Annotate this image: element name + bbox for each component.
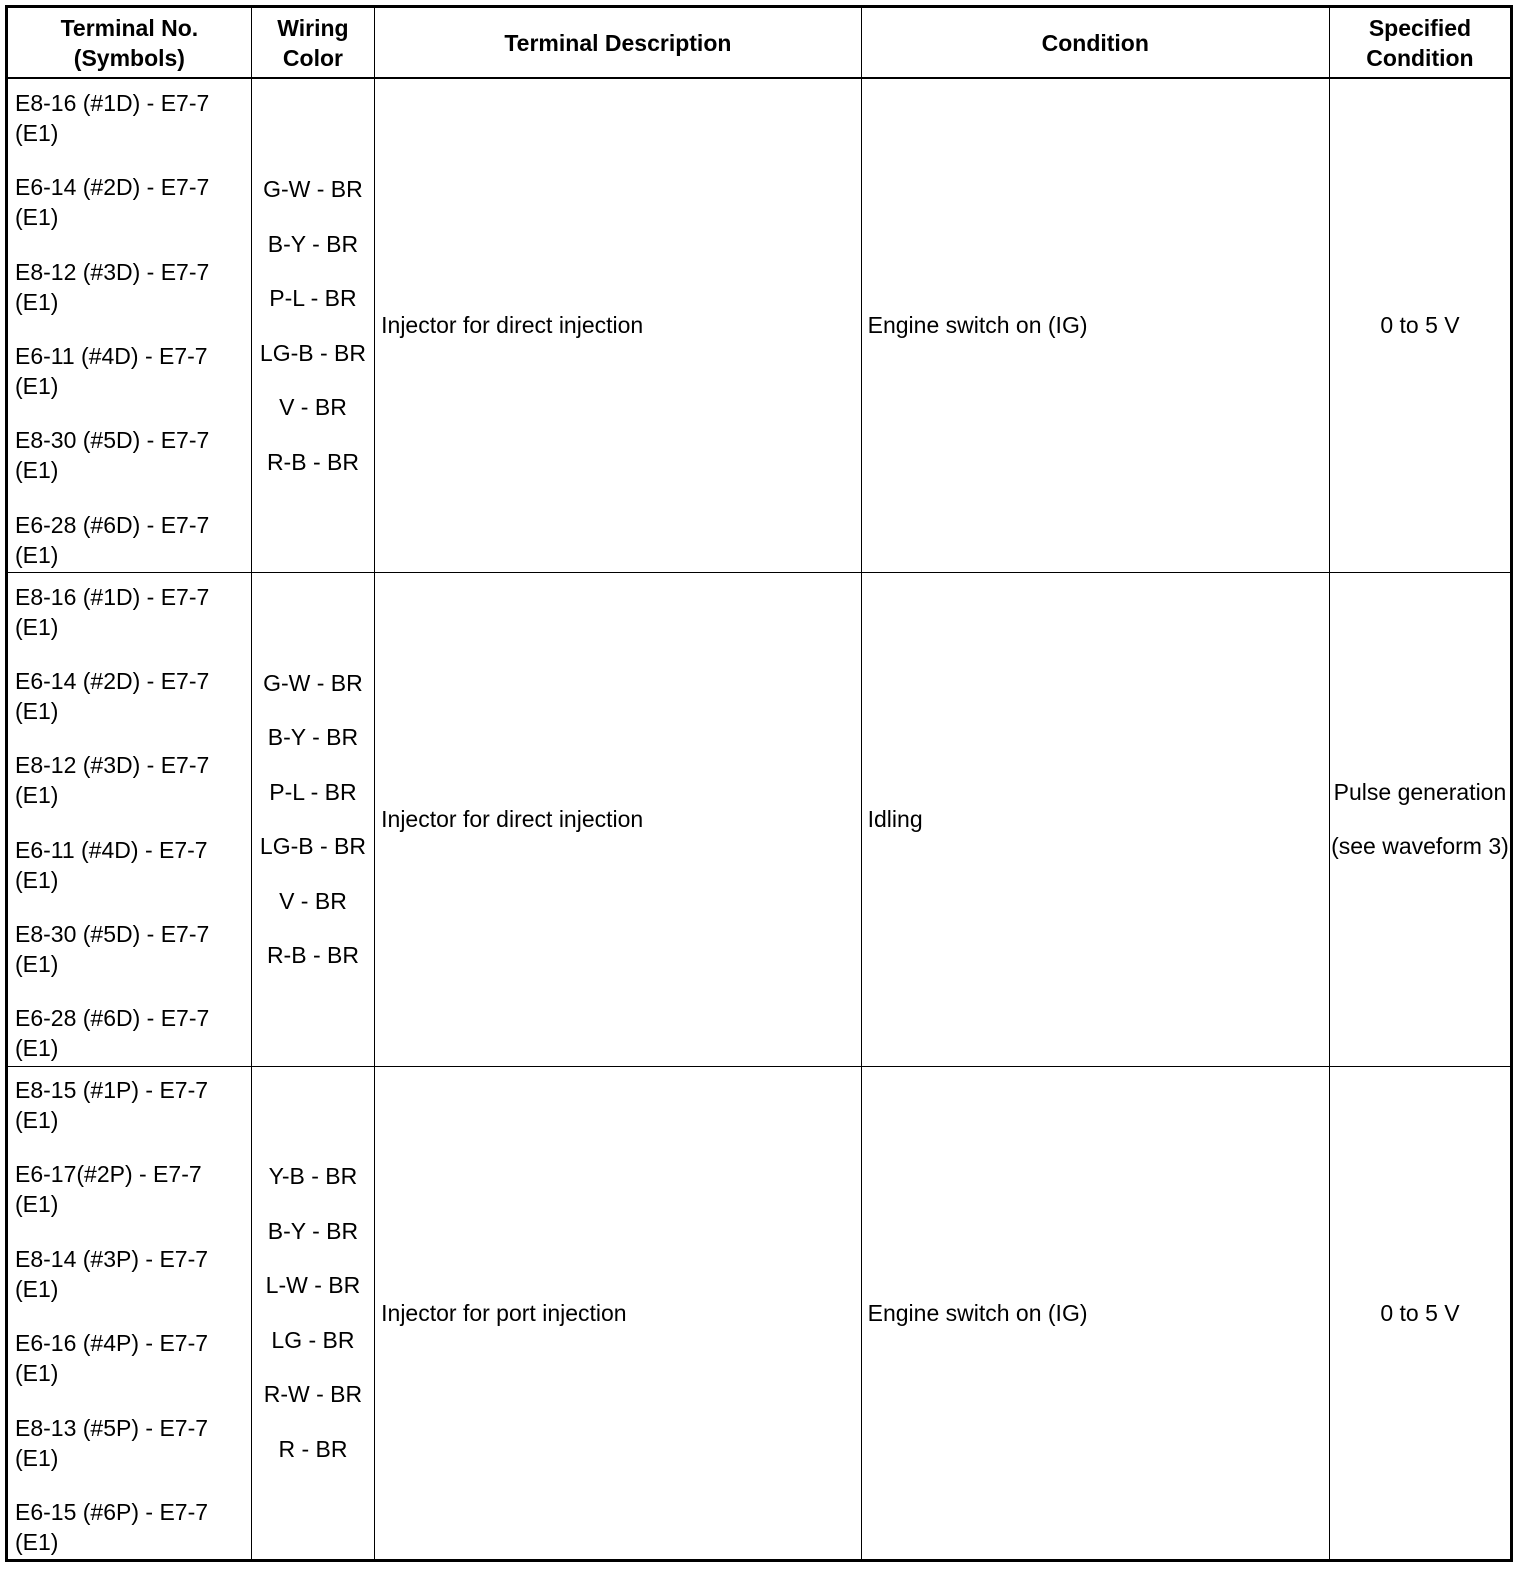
specified-condition-text: (see waveform 3) (1331, 833, 1509, 859)
condition-cell: Engine switch on (IG) (861, 78, 1329, 572)
header-condition: Condition (861, 7, 1329, 79)
header-wiring-color-line2: Color (282, 44, 343, 71)
terminal-description-cell: Injector for direct injection (375, 78, 861, 572)
specified-condition-text: 0 to 5 V (1380, 1299, 1460, 1326)
terminal-entry: E8-16 (#1D) - E7-7 (E1) (15, 89, 210, 146)
wiring-color-entry: R-W - BR (263, 1381, 363, 1408)
specified-condition-text: Pulse generation (1333, 779, 1507, 805)
terminal-entry: E6-11 (#4D) - E7-7 (E1) (15, 342, 208, 399)
terminal-entry: E6-15 (#6P) - E7-7 (E1) (15, 1498, 209, 1555)
specified-condition-cell (1329, 1066, 1511, 1560)
header-row (7, 7, 1512, 79)
terminal-no-cell (7, 572, 252, 1066)
terminal-entry: E8-13 (#5P) - E7-7 (E1) (15, 1414, 209, 1471)
wiring-color-entry: R - BR (278, 1435, 348, 1462)
wiring-color-entry: V - BR (279, 887, 347, 914)
terminal-entry: E8-16 (#1D) - E7-7 (E1) (15, 583, 210, 640)
terminal-entry: E6-14 (#2D) - E7-7 (E1) (15, 667, 210, 724)
header-terminal-no (7, 7, 252, 79)
terminal-entry: E8-12 (#3D) - E7-7 (E1) (15, 258, 210, 315)
specified-condition-cell (1329, 572, 1511, 1066)
terminal-entry: E6-14 (#2D) - E7-7 (E1) (15, 174, 210, 231)
terminal-entry: E6-28 (#6D) - E7-7 (E1) (15, 511, 210, 568)
wiring-color-entry: LG-B - BR (259, 833, 366, 860)
table-row (7, 1066, 1512, 1560)
wiring-color-cell (251, 572, 374, 1066)
specified-condition-cell (1329, 78, 1511, 572)
table-header (7, 7, 1512, 79)
table-row (7, 572, 1512, 1066)
header-specified-condition-line2: Condition (1366, 44, 1474, 71)
header-specified-condition (1329, 7, 1511, 79)
header-specified-condition-line1: Specified (1368, 14, 1472, 41)
wiring-color-entry: Y-B - BR (268, 1163, 358, 1190)
table-body (7, 78, 1512, 1560)
table-row (7, 78, 1512, 572)
terminal-description-cell: Injector for port injection (375, 1066, 861, 1560)
condition-cell: Engine switch on (IG) (861, 1066, 1329, 1560)
terminal-no-cell (7, 1066, 252, 1560)
terminal-entry: E6-28 (#6D) - E7-7 (E1) (15, 1005, 210, 1062)
wiring-color-entry: P-L - BR (269, 285, 357, 311)
wiring-color-entry: B-Y - BR (267, 724, 359, 751)
header-terminal-no-line1: Terminal No. (60, 14, 199, 41)
header-terminal-description: Terminal Description (375, 7, 861, 79)
wiring-color-cell (251, 1066, 374, 1560)
wiring-color-entry: R-B - BR (266, 942, 359, 969)
terminal-entry: E8-30 (#5D) - E7-7 (E1) (15, 921, 210, 978)
wiring-color-entry: L-W - BR (265, 1272, 361, 1299)
wiring-color-entry: LG-B - BR (259, 339, 366, 366)
terminal-entry: E8-30 (#5D) - E7-7 (E1) (15, 427, 210, 484)
wiring-color-entry: G-W - BR (263, 176, 363, 202)
wiring-color-entry: R-B - BR (266, 448, 359, 475)
wiring-color-entry: B-Y - BR (267, 1217, 359, 1244)
terminal-description-cell: Injector for direct injection (375, 572, 861, 1066)
terminal-entry: E8-12 (#3D) - E7-7 (E1) (15, 752, 210, 809)
header-wiring-color-line1: Wiring (277, 14, 349, 41)
terminal-entry: E8-14 (#3P) - E7-7 (E1) (15, 1245, 209, 1302)
specified-condition-text: 0 to 5 V (1380, 312, 1460, 339)
terminal-entry: E6-16 (#4P) - E7-7 (E1) (15, 1330, 209, 1387)
terminal-no-cell (7, 78, 252, 572)
terminal-entry: E8-15 (#1P) - E7-7 (E1) (15, 1077, 209, 1134)
condition-cell: Idling (861, 572, 1329, 1066)
header-terminal-no-line2: (Symbols) (73, 44, 185, 71)
terminal-entry: E6-17(#2P) - E7-7 (E1) (15, 1161, 202, 1218)
wiring-color-entry: P-L - BR (269, 778, 357, 805)
wiring-color-entry: V - BR (279, 394, 347, 420)
terminal-entry: E6-11 (#4D) - E7-7 (E1) (15, 836, 208, 893)
wiring-color-cell (251, 78, 374, 572)
wiring-color-entry: G-W - BR (263, 669, 363, 696)
wiring-color-entry: B-Y - BR (267, 230, 359, 257)
wiring-color-entry: LG - BR (271, 1326, 355, 1353)
terminal-spec-table (5, 5, 1513, 1562)
header-wiring-color (251, 7, 374, 79)
